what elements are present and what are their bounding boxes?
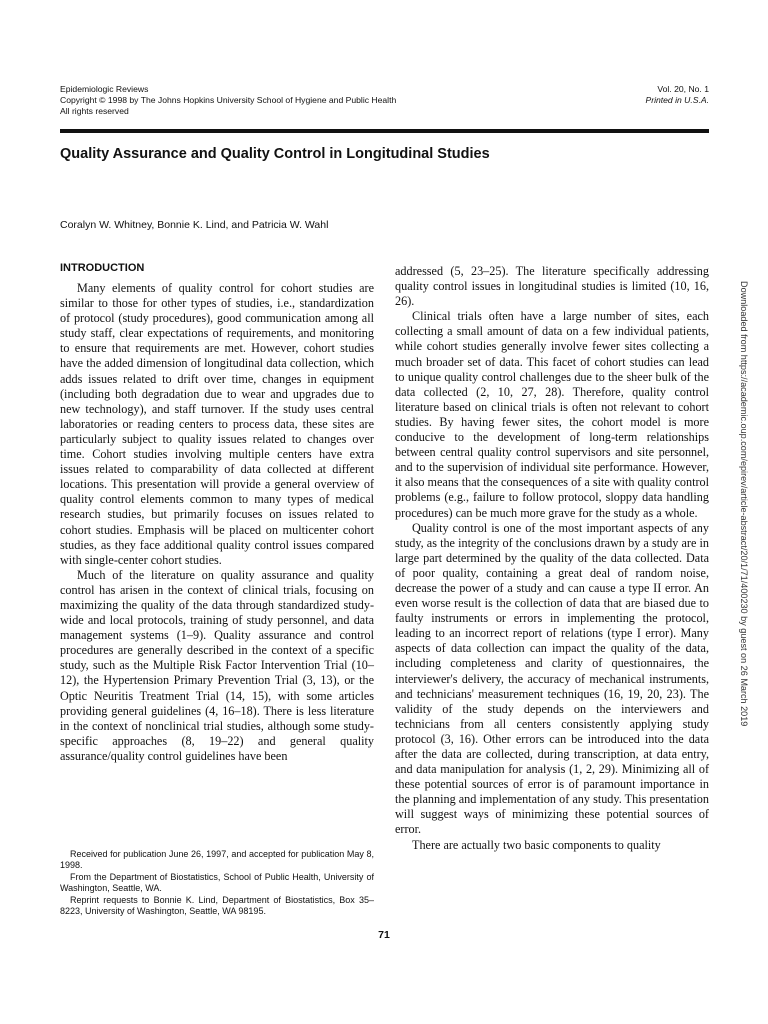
body-paragraph: Clinical trials often have a large number of sites, each collecting a small amount of data on a few individual patients, while cohort studies generally involve fewer sites collecting a much broader set of data. This facet of cohort studies can lead to unique quality control challenges due to the sheer bulk of the data collected (2, 10, 27, 28). Therefore, quality control literature based on clinical trials is often not relevant to cohort studies. By having fewer sites, the cohort model is more conducive to the development of long-term relationships between central quality control supervisors and site personnel, and to the supervision of individual site performance. However, it also means that the consequences of a site with quality control problems (e.g., failure to follow protocol, sloppy data handling procedures) can be much more grave for the study as a whole. <box>395 309 709 520</box>
page-number: 71 <box>378 929 390 941</box>
body-paragraph: Quality control is one of the most important aspects of any study, as the integrity of the conclusions drawn by a study are in large part determined by the quality of the data collected. Data of poor quality, containing a great deal of random noise, decrease the power of a study and can cause a type II error. An even worse result is the collection of data that are biased due to faulty instruments or errors in implementing the protocol, leading to an incorrect report of relations (type I error). Many aspects of data collection can impact the quality of the data, including completeness and clarity of questionnaires, the interviewer's delivery, the accuracy of mechanical instruments, and technicians' measurement techniques (16, 19, 20, 23). The validity of the study depends on the interviewers and technicians from all centers consistently applying study protocol (3, 16). Other errors can be introduced into the data after the data are collected, during transcription, at data entry, and data manipulation for analysis (1, 2, 29). Minimizing all of these potential sources of error is of paramount importance in the planning and implementation of any study. This presentation will suggest ways of minimizing these potential sources of error. <box>395 520 709 837</box>
right-column <box>395 264 709 853</box>
rights-line: All rights reserved <box>60 105 129 116</box>
footnote-affiliation: From the Department of Biostatistics, School of Public Health, University of Washington, Seattle, WA. <box>60 872 374 893</box>
volume-line: Vol. 20, No. 1 <box>657 84 709 94</box>
footnotes <box>60 849 374 918</box>
footnote-received: Received for publication June 26, 1997, and accepted for publication May 8, 1998. <box>60 849 374 870</box>
footnote-reprints: Reprint requests to Bonnie K. Lind, Department of Biostatistics, Box 35–8223, University of Washington, Seattle, WA 98195. <box>60 895 374 916</box>
left-column <box>60 262 374 764</box>
copyright-line: Copyright © 1998 by The Johns Hopkins University School of Hygiene and Public Health <box>60 94 397 105</box>
body-paragraph: Many elements of quality control for cohort studies are similar to those for other types of studies, i.e., standardization of protocol (study procedures), good communication among all study staff, clear expectations of requirements, and monitoring to ensure that requirements are met. However, cohort studies have the added dimension of longitudinal data collection, which adds issues related to drift over time, changes in equipment (including both degradation due to wear and upgrades due to new technology), and staff turnover. If the study uses central laboratories or reading centers to process data, these sites are particularly subject to quality issues related to changes over time. Cohort studies involving multiple centers have extra issues related to comparability of data collected at different locations. This presentation will provide a general overview of quality control elements common to many types of medical research studies, but primarily focuses on issues related to cohort studies. Emphasis will be placed on multicenter cohort studies, as they face additional quality control issues compared with single-center cohort studies. <box>60 281 374 567</box>
journal-header <box>60 84 396 116</box>
download-watermark <box>737 281 751 751</box>
body-paragraph: There are actually two basic components to quality <box>412 837 661 852</box>
body-paragraph: Much of the literature on quality assurance and quality control has arisen in the context of clinical trials, focusing on maximizing the quality of the data through standardized study-wide and local protocols, training of study personnel, and data management systems (1–9). Quality assurance and control procedures are generally described in the context of a specific study, such as the Multiple Risk Factor Intervention Trial (10–12), the Hypertension Primary Prevention Trial (3, 13), or the Optic Neuritis Treatment Trial (14, 15), with some articles providing general guidelines (4, 16–18). There is less literature in the context of nonclinical trial studies, although some study-specific approaches (8, 19–22) and general quality assurance/quality control guidelines have been <box>60 567 374 763</box>
printed-line: Printed in U.S.A. <box>645 94 709 105</box>
section-heading-introduction: INTRODUCTION <box>60 262 145 274</box>
article-authors: Coralyn W. Whitney, Bonnie K. Lind, and Patricia W. Wahl <box>60 219 329 231</box>
download-notice: Downloaded from https://academic.oup.com/epirev/article-abstract/20/1/71/400230 by guest on 26 March 2019 <box>739 281 749 727</box>
header-rule <box>60 129 709 133</box>
body-paragraph: addressed (5, 23–25). The literature specifically addressing quality control issues in longitudinal studies is limited (10, 16, 26). <box>395 264 709 309</box>
journal-name: Epidemiologic Reviews <box>60 84 149 94</box>
article-title: Quality Assurance and Quality Control in Longitudinal Studies <box>60 146 490 162</box>
issue-info <box>645 84 709 106</box>
